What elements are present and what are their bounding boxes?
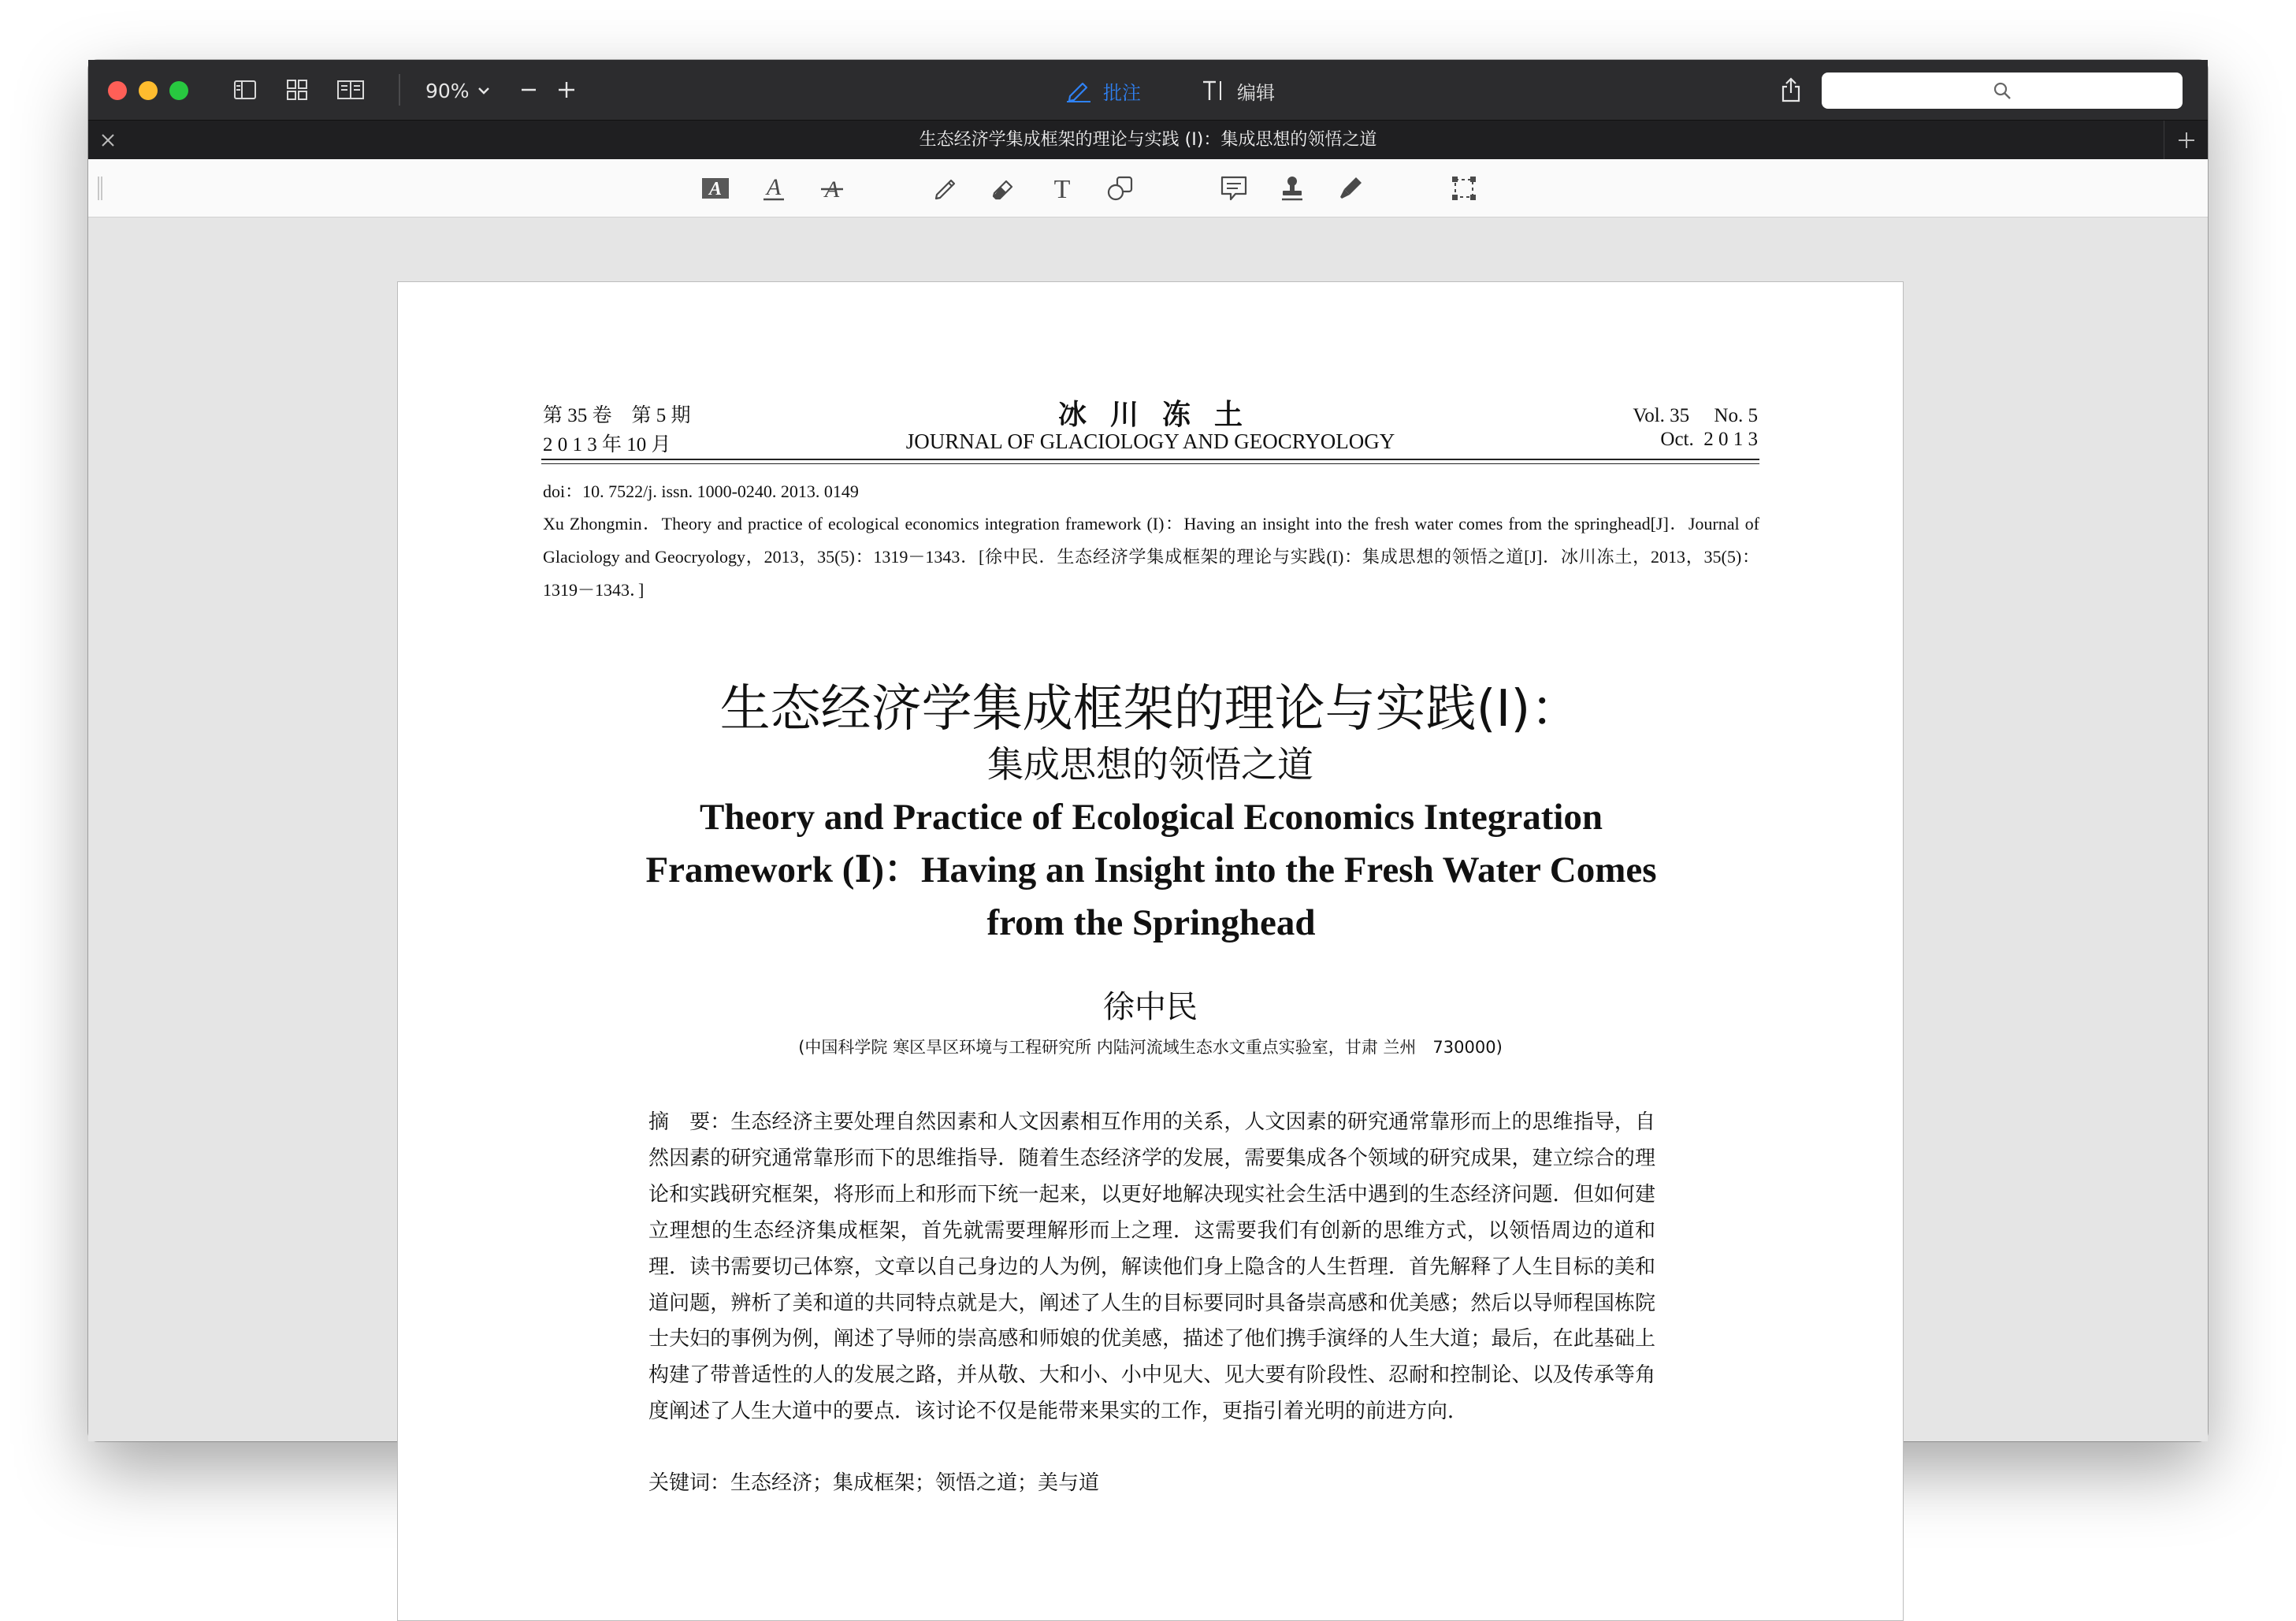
edit-label: 编辑	[1237, 81, 1275, 104]
minus-icon	[520, 81, 537, 99]
text-cursor-icon	[1201, 79, 1226, 102]
svg-text:A: A	[824, 177, 840, 203]
header-rule-thin	[541, 463, 1759, 464]
search-icon	[1993, 81, 2012, 100]
svg-text:T: T	[1053, 175, 1071, 204]
zoom-level: 90%	[425, 79, 470, 102]
journal-name-en: JOURNAL OF GLACIOLOGY AND GEOCRYOLOGY	[905, 429, 1395, 453]
text-highlight-tool[interactable]	[698, 171, 733, 206]
author-affiliation: (中国科学院 寒区旱区环境与工程研究所 内陆河流域生态水文重点实验室，甘肃 兰州 730000)	[798, 1038, 1503, 1057]
close-icon	[101, 133, 115, 147]
svg-text:A: A	[766, 174, 782, 200]
text-box-icon	[1050, 175, 1075, 202]
chevron-down-icon	[477, 87, 490, 95]
journal-volume-en: Vol. 35 No. 5	[1633, 405, 1758, 426]
tab-bar	[88, 120, 2208, 159]
annotate-mode-button[interactable]	[1065, 76, 1141, 106]
share-button[interactable]	[1776, 75, 1806, 105]
signature-icon	[1337, 175, 1364, 202]
underline-tool[interactable]	[756, 171, 791, 206]
journal-date-cn: 2 0 1 3 年 10 月	[543, 434, 671, 455]
eraser-tool[interactable]	[986, 171, 1021, 206]
fullscreen-window-button[interactable]	[169, 81, 188, 100]
close-window-button[interactable]	[108, 81, 127, 100]
tab-document-title[interactable]: 生态经济学集成框架的理论与实践 (I)：集成思想的领悟之道	[919, 130, 1377, 150]
sidebar-icon[interactable]	[230, 76, 260, 104]
shapes-tool[interactable]	[1103, 171, 1138, 206]
header-rule	[541, 459, 1759, 460]
zoom-dropdown[interactable]	[425, 77, 490, 104]
pdf-page[interactable]	[397, 281, 1904, 1621]
selection-tool[interactable]	[1447, 171, 1481, 206]
eraser-icon	[990, 175, 1017, 202]
note-icon	[1220, 175, 1248, 202]
edit-mode-button[interactable]	[1201, 76, 1275, 106]
journal-name-cn: 冰川冻土	[1057, 399, 1266, 430]
stamp-icon	[1279, 175, 1306, 202]
annotation-toolbar	[88, 159, 2208, 217]
abstract-text: 摘 要：生态经济主要处理自然因素和人文因素相互作用的关系，人文因素的研究通常靠形而上的思维指导，自然因素的研究通常靠形而下的思维指导．随着生态经济学的发展，需要集成各个领域的研究成果，建立综合的理论和实践研究框架，将形而上和形而下统一起来，以更好地解决现实社会生活中遇到的生态经济问题．但如何建立理想的生态经济集成框架，首先就需要理解形而上之理．这需要我们有创新的思维方式，以领悟周边的道和理．读书需要切己体察，文章以自己身边的人为例，解读他们身上隐含的人生哲理．首先解释了人生目标的美和道问题，辨析了美和道的共同特点就是大，阐述了人生的目标要同时具备崇高感和优美感；然后以导师程国栋院士夫妇的事例为例，阐述了导师的崇高感和师娘的优美感，描述了他们携手演绎的人生大道；最后，在此基础上构建了带普适性的人的发展之路，并从敬、大和小、小中见大、见大要有阶段性、忍耐和控制论、以及传承等角度阐述了人生大道中的要点．该讨论不仅是能带来果实的工作，更指引着光明的前进方向．	[648, 1110, 1655, 1424]
new-tab-button[interactable]	[2164, 121, 2208, 160]
pencil-tool[interactable]	[928, 171, 963, 206]
svg-text:A: A	[708, 179, 723, 199]
strikethrough-icon	[819, 175, 845, 202]
doi-line: doi：10. 7522/j. issn. 1000-0240. 2013. 0149	[543, 481, 859, 501]
signature-tool[interactable]	[1333, 171, 1368, 206]
article-subtitle-cn: 集成思想的领悟之道	[987, 743, 1313, 786]
citation-block: Xu Zhongmin．Theory and practice of ecological economics integration framework (I)：Having an insight into the fresh water comes from the springhead[J]．Journal of Glaciology and Geocryology，2013，35(5)：1319－1343．[徐中民．生态经济学集成框架的理论与实践(I)：集成思想的领悟之道[J]．冰川冻土，2013，35(5)：1319－1343．]	[543, 514, 1759, 600]
pencil-icon	[932, 175, 959, 202]
text-box-tool[interactable]	[1045, 171, 1079, 206]
note-tool[interactable]	[1217, 171, 1251, 206]
selection-icon	[1451, 175, 1477, 202]
title-bar	[88, 60, 2208, 120]
thumbnails-grid-icon[interactable]	[282, 76, 312, 104]
app-window	[88, 60, 2208, 1495]
document-canvas[interactable]	[88, 217, 2208, 1495]
plus-icon	[557, 80, 576, 99]
pen-icon	[1065, 79, 1092, 102]
strikethrough-tool[interactable]	[815, 171, 849, 206]
search-input[interactable]	[1822, 72, 2183, 109]
reading-mode-icon[interactable]	[336, 76, 366, 104]
journal-date-en: Oct. 2 0 1 3	[1660, 429, 1758, 450]
text-highlight-icon	[701, 176, 730, 201]
plus-icon	[2178, 132, 2195, 149]
journal-volume-issue: 第 35 卷 第 5 期	[543, 405, 691, 426]
toolbar-grip[interactable]	[98, 177, 102, 200]
minimize-window-button[interactable]	[139, 81, 158, 100]
annotate-label: 批注	[1103, 81, 1141, 104]
zoom-out-button[interactable]	[514, 76, 544, 104]
share-icon	[1781, 77, 1801, 102]
keywords-line: 关键词：生态经济；集成框架；领悟之道；美与道	[648, 1471, 1100, 1495]
article-title-cn: 生态经济学集成框架的理论与实践(Ⅰ)：	[719, 680, 1581, 738]
underline-icon	[761, 175, 786, 202]
stamp-tool[interactable]	[1275, 171, 1310, 206]
article-title-en: Theory and Practice of Ecological Economics Integration Framework (Ⅰ)：Having an Insight into the Fresh Water Comes from the Springhead	[645, 797, 1657, 943]
zoom-in-button[interactable]	[552, 76, 581, 104]
close-tab-button[interactable]	[95, 127, 121, 154]
toolbar-separator	[399, 74, 400, 106]
shapes-icon	[1106, 175, 1135, 202]
author-name: 徐中民	[1103, 989, 1198, 1025]
